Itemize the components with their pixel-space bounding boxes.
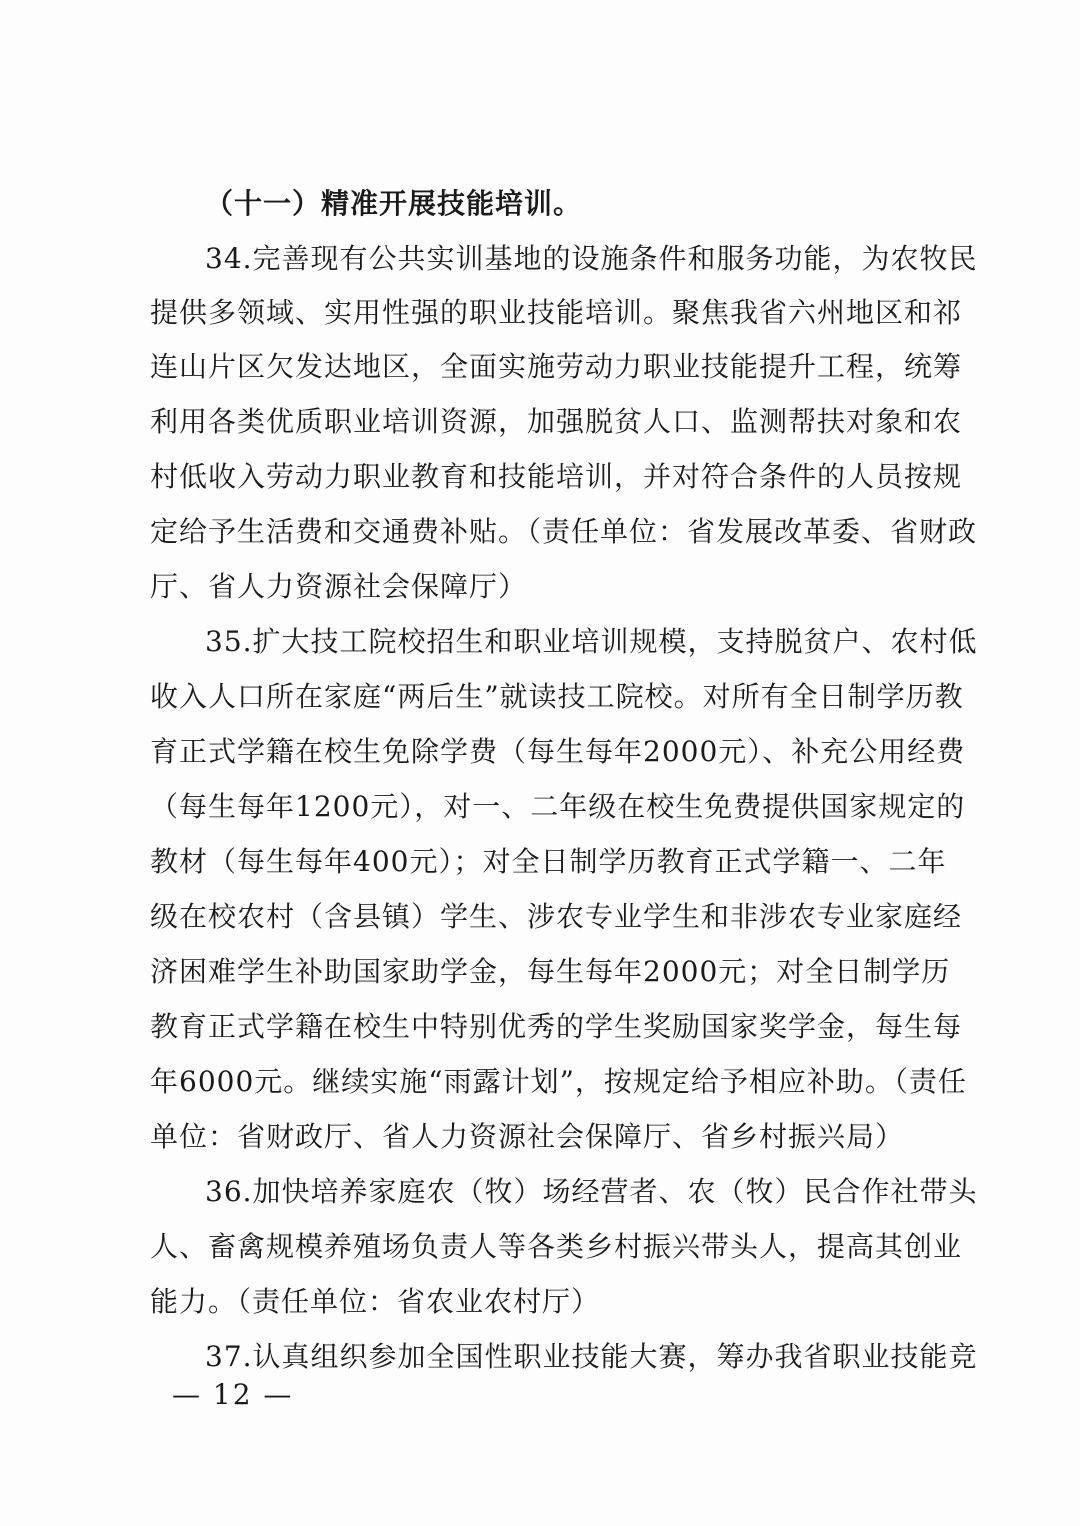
paragraph-36-line-2: 人、畜禽规模养殖场负责人等各类乡村振兴带头人，提高其创业 [150, 1230, 963, 1263]
section-heading: （十一）精准开展技能培训。 [205, 187, 583, 220]
page-number: — 12 — [172, 1378, 294, 1411]
paragraph-35-line-7: 济困难学生补助国家助学金，每生每年2000元；对全日制学历 [150, 955, 951, 988]
paragraph-36-line-3: 能力。（责任单位：省农业农村厅） [150, 1285, 601, 1318]
paragraph-34-line-2: 提供多领域、实用性强的职业技能培训。聚焦我省六州地区和祁 [150, 296, 963, 329]
paragraph-35-line-4: （每生每年1200元），对一、二年级在校生免费提供国家规定的 [150, 790, 966, 823]
paragraph-36-line-1: 36.加快培养家庭农（牧）场经营者、农（牧）民合作社带头 [205, 1175, 978, 1208]
paragraph-34-line-5: 村低收入劳动力职业教育和技能培训，并对符合条件的人员按规 [150, 460, 963, 493]
paragraph-35-line-9: 年6000元。继续实施“雨露计划”，按规定给予相应补助。（责任 [150, 1065, 967, 1098]
paragraph-35-line-3: 育正式学籍在校生免除学费（每生每年2000元）、补充公用经费 [150, 735, 966, 768]
paragraph-34-line-7: 厅、省人力资源社会保障厅） [150, 570, 528, 603]
paragraph-35-line-10: 单位：省财政厅、省人力资源社会保障厅、省乡村振兴局） [150, 1120, 905, 1153]
paragraph-34-line-3: 连山片区欠发达地区，全面实施劳动力职业技能提升工程，统筹 [150, 350, 963, 383]
paragraph-34-line-1: 34.完善现有公共实训基地的设施条件和服务功能，为农牧民 [205, 242, 978, 275]
paragraph-35-line-8: 教育正式学籍在校生中特别优秀的学生奖励国家奖学金，每生每 [150, 1010, 963, 1043]
paragraph-35-line-1: 35.扩大技工院校招生和职业培训规模，支持脱贫户、农村低 [205, 625, 978, 658]
paragraph-34-line-4: 利用各类优质职业培训资源，加强脱贫人口、监测帮扶对象和农 [150, 405, 963, 438]
paragraph-35-line-2: 收入人口所在家庭“两后生”就读技工院校。对所有全日制学历教 [150, 680, 964, 713]
paragraph-34-line-6: 定给予生活费和交通费补贴。（责任单位：省发展改革委、省财政 [150, 515, 978, 548]
paragraph-35-line-5: 教材（每生每年400元）；对全日制学历教育正式学籍一、二年 [150, 845, 947, 878]
paragraph-35-line-6: 级在校农村（含县镇）学生、涉农专业学生和非涉农专业家庭经 [150, 900, 963, 933]
paragraph-37-line-1: 37.认真组织参加全国性职业技能大赛，筹办我省职业技能竞 [205, 1340, 978, 1373]
